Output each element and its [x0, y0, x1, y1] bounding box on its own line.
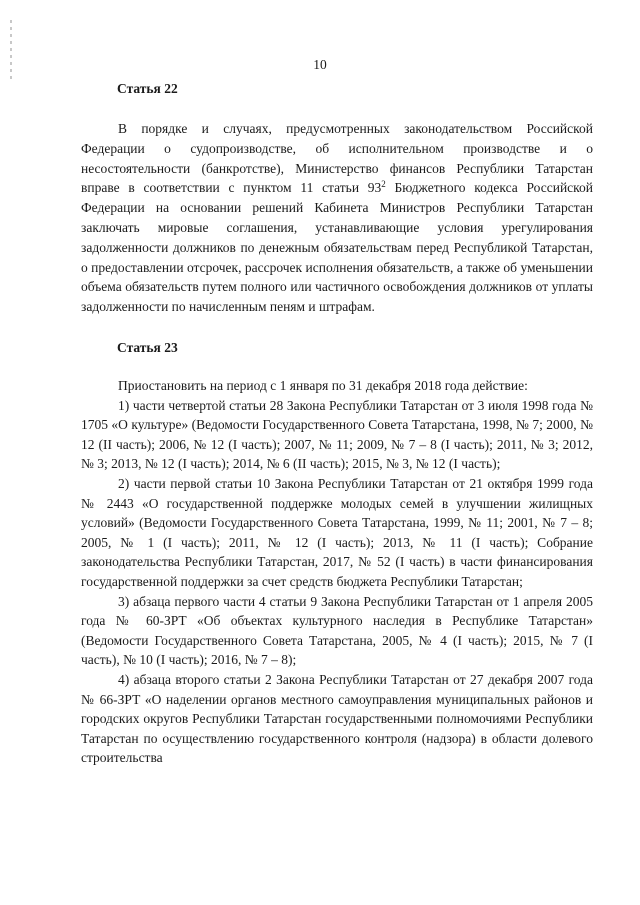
article-23-item-3: 3) абзаца первого части 4 статьи 9 Закона Республики Татарстан от 1 апреля 2005 года № 60-ЗРТ «Об объектах культурного наследия в Республике Татарстан» (Ведомости Государственного Совета Татарстана, 2005, № 4 (I часть); 2015, № 7 (I часть), № 10 (I часть); 2016, № 7 – 8);	[81, 593, 593, 668]
article-23-item-2: 2) части первой статьи 10 Закона Республики Татарстан от 21 октября 1999 года № 2443 «О государственной поддержке молодых семей в улучшении жилищных условий» (Ведомости Государственного Совета Татарстана, 1999, № 11; 2001, № 7 – 8; 2005, № 1 (I часть); 2011, № 12 (I часть); 2013, № 11 (I часть); Собрание законодательства Республики Татарстан, 2017, № 52 (I часть) в части финансирования государственной поддержки за счет средств бюджета Республики Татарстан;	[81, 475, 593, 589]
article-23-item-4: 4) абзаца второго статьи 2 Закона Республики Татарстан от 27 декабря 2007 года № 66-ЗРТ «О наделении органов местного самоуправления муниципальных районов и городских округов Республики Татарстан государственными полномочиями Республики Татарстан по осуществлению государственного контроля (надзора) в области долевого строительства	[81, 671, 593, 766]
superscript-2: 2	[381, 179, 386, 190]
page-number: 10	[313, 57, 327, 72]
article-23-heading: Статья 23	[117, 340, 178, 355]
article-22-body	[81, 119, 593, 317]
article-23-body	[81, 376, 593, 768]
article-22-paragraph	[81, 119, 593, 317]
article-22-heading: Статья 22	[117, 81, 178, 96]
article-22-text-end: Бюджетного кодекса Российской Федерации на основании решений Кабинета Министров Республики Татарстан заключать мировые соглашения, устанавливающие условия урегулирования задолженности должников по денежным обязательствам перед Республикой Татарстан, о предоставлении отсрочек, рассрочек исполнения обязательств, а также об уменьшении объема обязательств путем полного или частичного освобождения должников от уплаты задолженности по начисленным пеням и штрафам.	[81, 180, 594, 315]
article-23-intro: Приостановить на период с 1 января по 31 декабря 2018 года действие:	[118, 378, 528, 393]
article-22-text-start: В порядке и случаях, предусмотренных законодательством Российской Федерации о судопроизводстве, об исполнительном производстве и о несостоятельности (банкротстве), Министерство финансов Республики Татарстан вправе в соответствии с пунктом 11 статьи 93	[81, 121, 593, 196]
article-23-item-1: 1) части четвертой статьи 28 Закона Республики Татарстан от 3 июля 1998 года № 1705 «О культуре» (Ведомости Государственного Совета Татарстана, 1998, № 7; 2000, № 12 (II часть); 2006, № 12 (I часть); 2007, № 11; 2009, № 7 – 8 (I часть); 2011, № 3; 2012, № 3; 2013, № 12 (I часть); 2014, № 6 (II часть); 2015, № 3, № 12 (I часть);	[81, 397, 593, 472]
